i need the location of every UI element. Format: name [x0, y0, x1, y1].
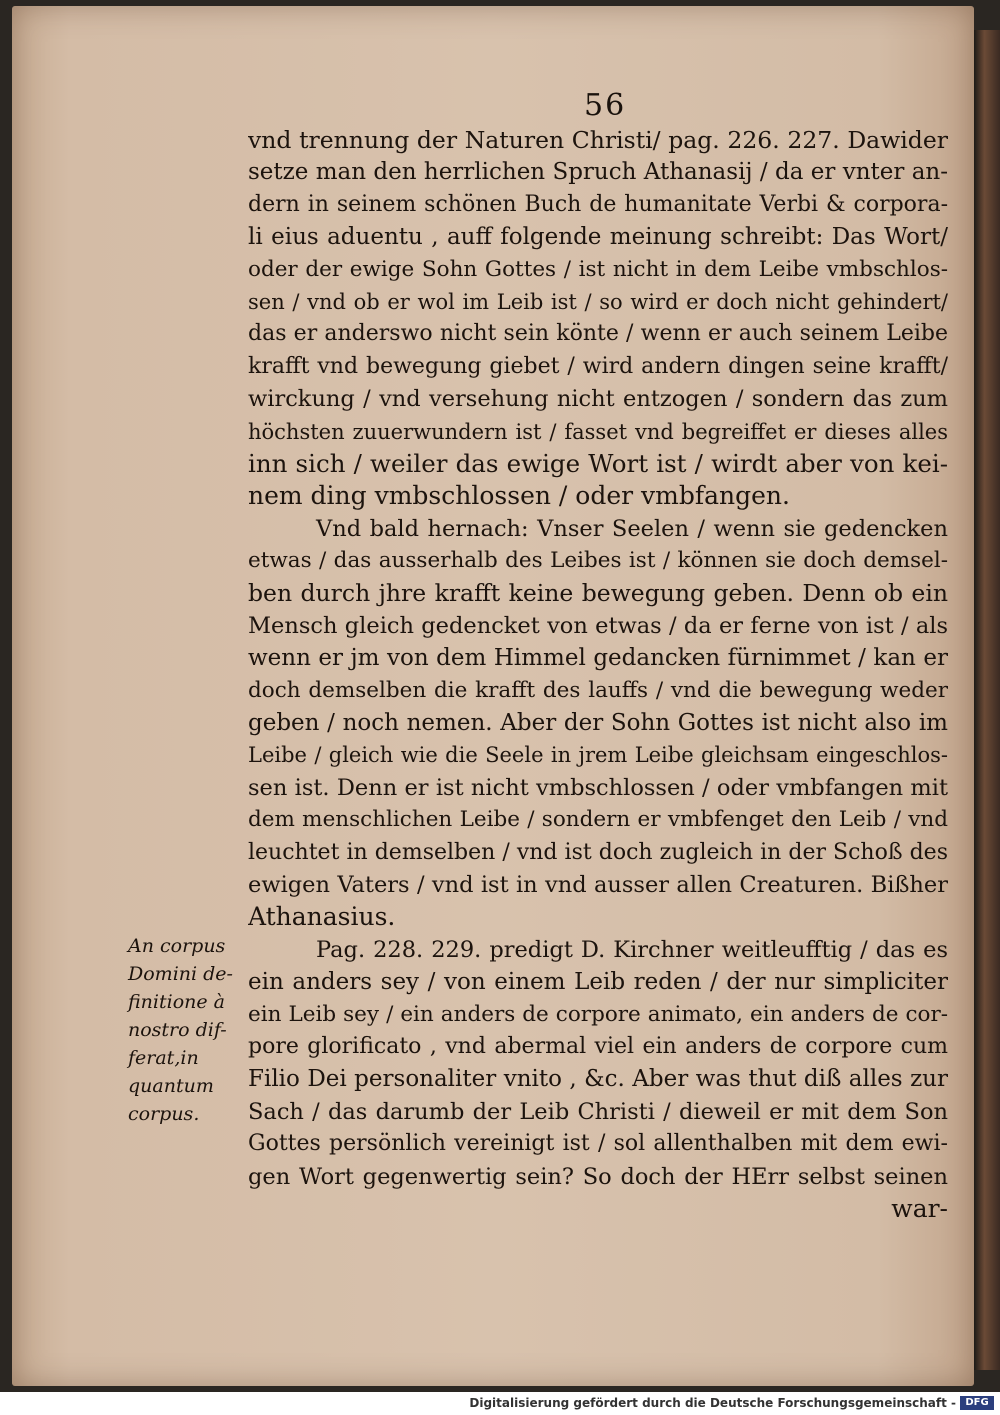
text-line: geben / noch nemen. Aber der Sohn Gottes ist nicht also im — [248, 710, 948, 737]
text-line: Athanasius. — [248, 902, 396, 932]
text-line: wenn er jm von dem Himmel gedancken fürnimmet / kan er — [248, 645, 948, 672]
marginal-note-line: An corpus — [128, 935, 226, 957]
text-line: li eius aduentu , auff folgende meinung schreibt: Das Wort/ — [248, 224, 948, 251]
funding-credit: Digitalisierung gefördert durch die Deutsche Forschungsgemeinschaft - — [469, 1396, 956, 1410]
page-number: 56 — [584, 88, 627, 123]
text-line: doch demselben die krafft des lauffs / vnd die bewegung weder — [248, 677, 948, 703]
text-line: vnd trennung der Naturen Christi/ pag. 226. 227. Dawider — [248, 126, 948, 154]
footer-bar — [0, 1392, 1000, 1415]
marginal-note-line: finitione à — [128, 991, 225, 1013]
text-line: höchsten zuuerwundern ist / fasset vnd begreiffet er dieses alles — [248, 419, 948, 444]
text-line: oder der ewige Sohn Gottes / ist nicht in dem Leibe vmbschlos- — [248, 256, 948, 282]
text-line: inn sich / weiler das ewige Wort ist / wirdt aber von kei- — [248, 448, 948, 478]
text-line: dern in seinem schönen Buch de humanitate Verbi & corpora- — [248, 191, 948, 217]
marginal-note-line: nostro dif- — [128, 1019, 227, 1041]
text-line: Mensch gleich gedencket von etwas / da er ferne von ist / als — [248, 612, 948, 639]
text-line: Vnd bald hernach: Vnser Seelen / wenn sie gedencken — [316, 515, 948, 542]
text-line: Sach / das darumb der Leib Christi / dieweil er mit dem Son — [248, 1098, 948, 1125]
text-line: dem menschlichen Leibe / sondern er vmbfenget den Leib / vnd — [248, 807, 948, 833]
marginal-note — [128, 932, 248, 1128]
text-line: ein Leib sey / ein anders de corpore animato, ein anders de cor- — [248, 1001, 948, 1027]
text-line: Leibe / gleich wie die Seele in jrem Leibe gleichsam eingeschlos- — [248, 743, 948, 768]
text-line: gen Wort gegenwertig sein? So doch der HErr selbst seinen — [248, 1163, 948, 1190]
text-line: ben durch jhre krafft keine bewegung geben. Denn ob ein — [248, 579, 948, 608]
marginal-note-line: ferat,in — [128, 1047, 199, 1069]
text-line: ein anders sey / von einem Leib reden / der nur simpliciter — [248, 969, 948, 996]
marginal-note-line: corpus. — [128, 1103, 200, 1125]
text-line: ewigen Vaters / vnd ist in vnd ausser allen Creaturen. Bißher — [248, 871, 948, 898]
text-line: war- — [891, 1193, 948, 1223]
text-line: Filio Dei personaliter vnito , &c. Aber was thut diß alles zur — [248, 1066, 948, 1093]
dfg-logo: DFG — [960, 1396, 994, 1410]
text-line: sen ist. Denn er ist nicht vmbschlossen / oder vmbfangen mit — [248, 774, 948, 801]
text-line: wirckung / vnd versehung nicht entzogen / sondern das zum — [248, 386, 948, 413]
text-line: sen / vnd ob er wol im Leib ist / so wird er doch nicht gehindert/ — [248, 289, 948, 314]
text-line: krafft vnd bewegung giebet / wird andern dingen seine krafft/ — [248, 353, 948, 379]
body-text — [248, 124, 948, 1225]
text-line: Pag. 228. 229. predigt D. Kirchner weitleufftig / das es — [316, 936, 948, 963]
text-line: etwas / das ausserhalb des Leibes ist / können sie doch demsel- — [248, 548, 948, 574]
text-line: leuchtet in demselben / vnd ist doch zugleich in der Schoß des — [248, 839, 948, 865]
text-line: das er anderswo nicht sein könte / wenn er auch seinem Leibe — [248, 321, 948, 347]
text-line: pore glorificato , vnd abermal viel ein anders de corpore cum — [248, 1033, 948, 1059]
text-line: nem ding vmbschlossen / oder vmbfangen. — [248, 481, 790, 511]
marginal-note-line: quantum — [128, 1075, 214, 1097]
book-spine-edge — [974, 30, 1000, 1370]
marginal-note-line: Domini de- — [128, 963, 233, 985]
text-line: setze man den herrlichen Spruch Athanasij / da er vnter an- — [248, 159, 948, 186]
text-line: Gottes persönlich vereinigt ist / sol allenthalben mit dem ewi- — [248, 1131, 948, 1157]
